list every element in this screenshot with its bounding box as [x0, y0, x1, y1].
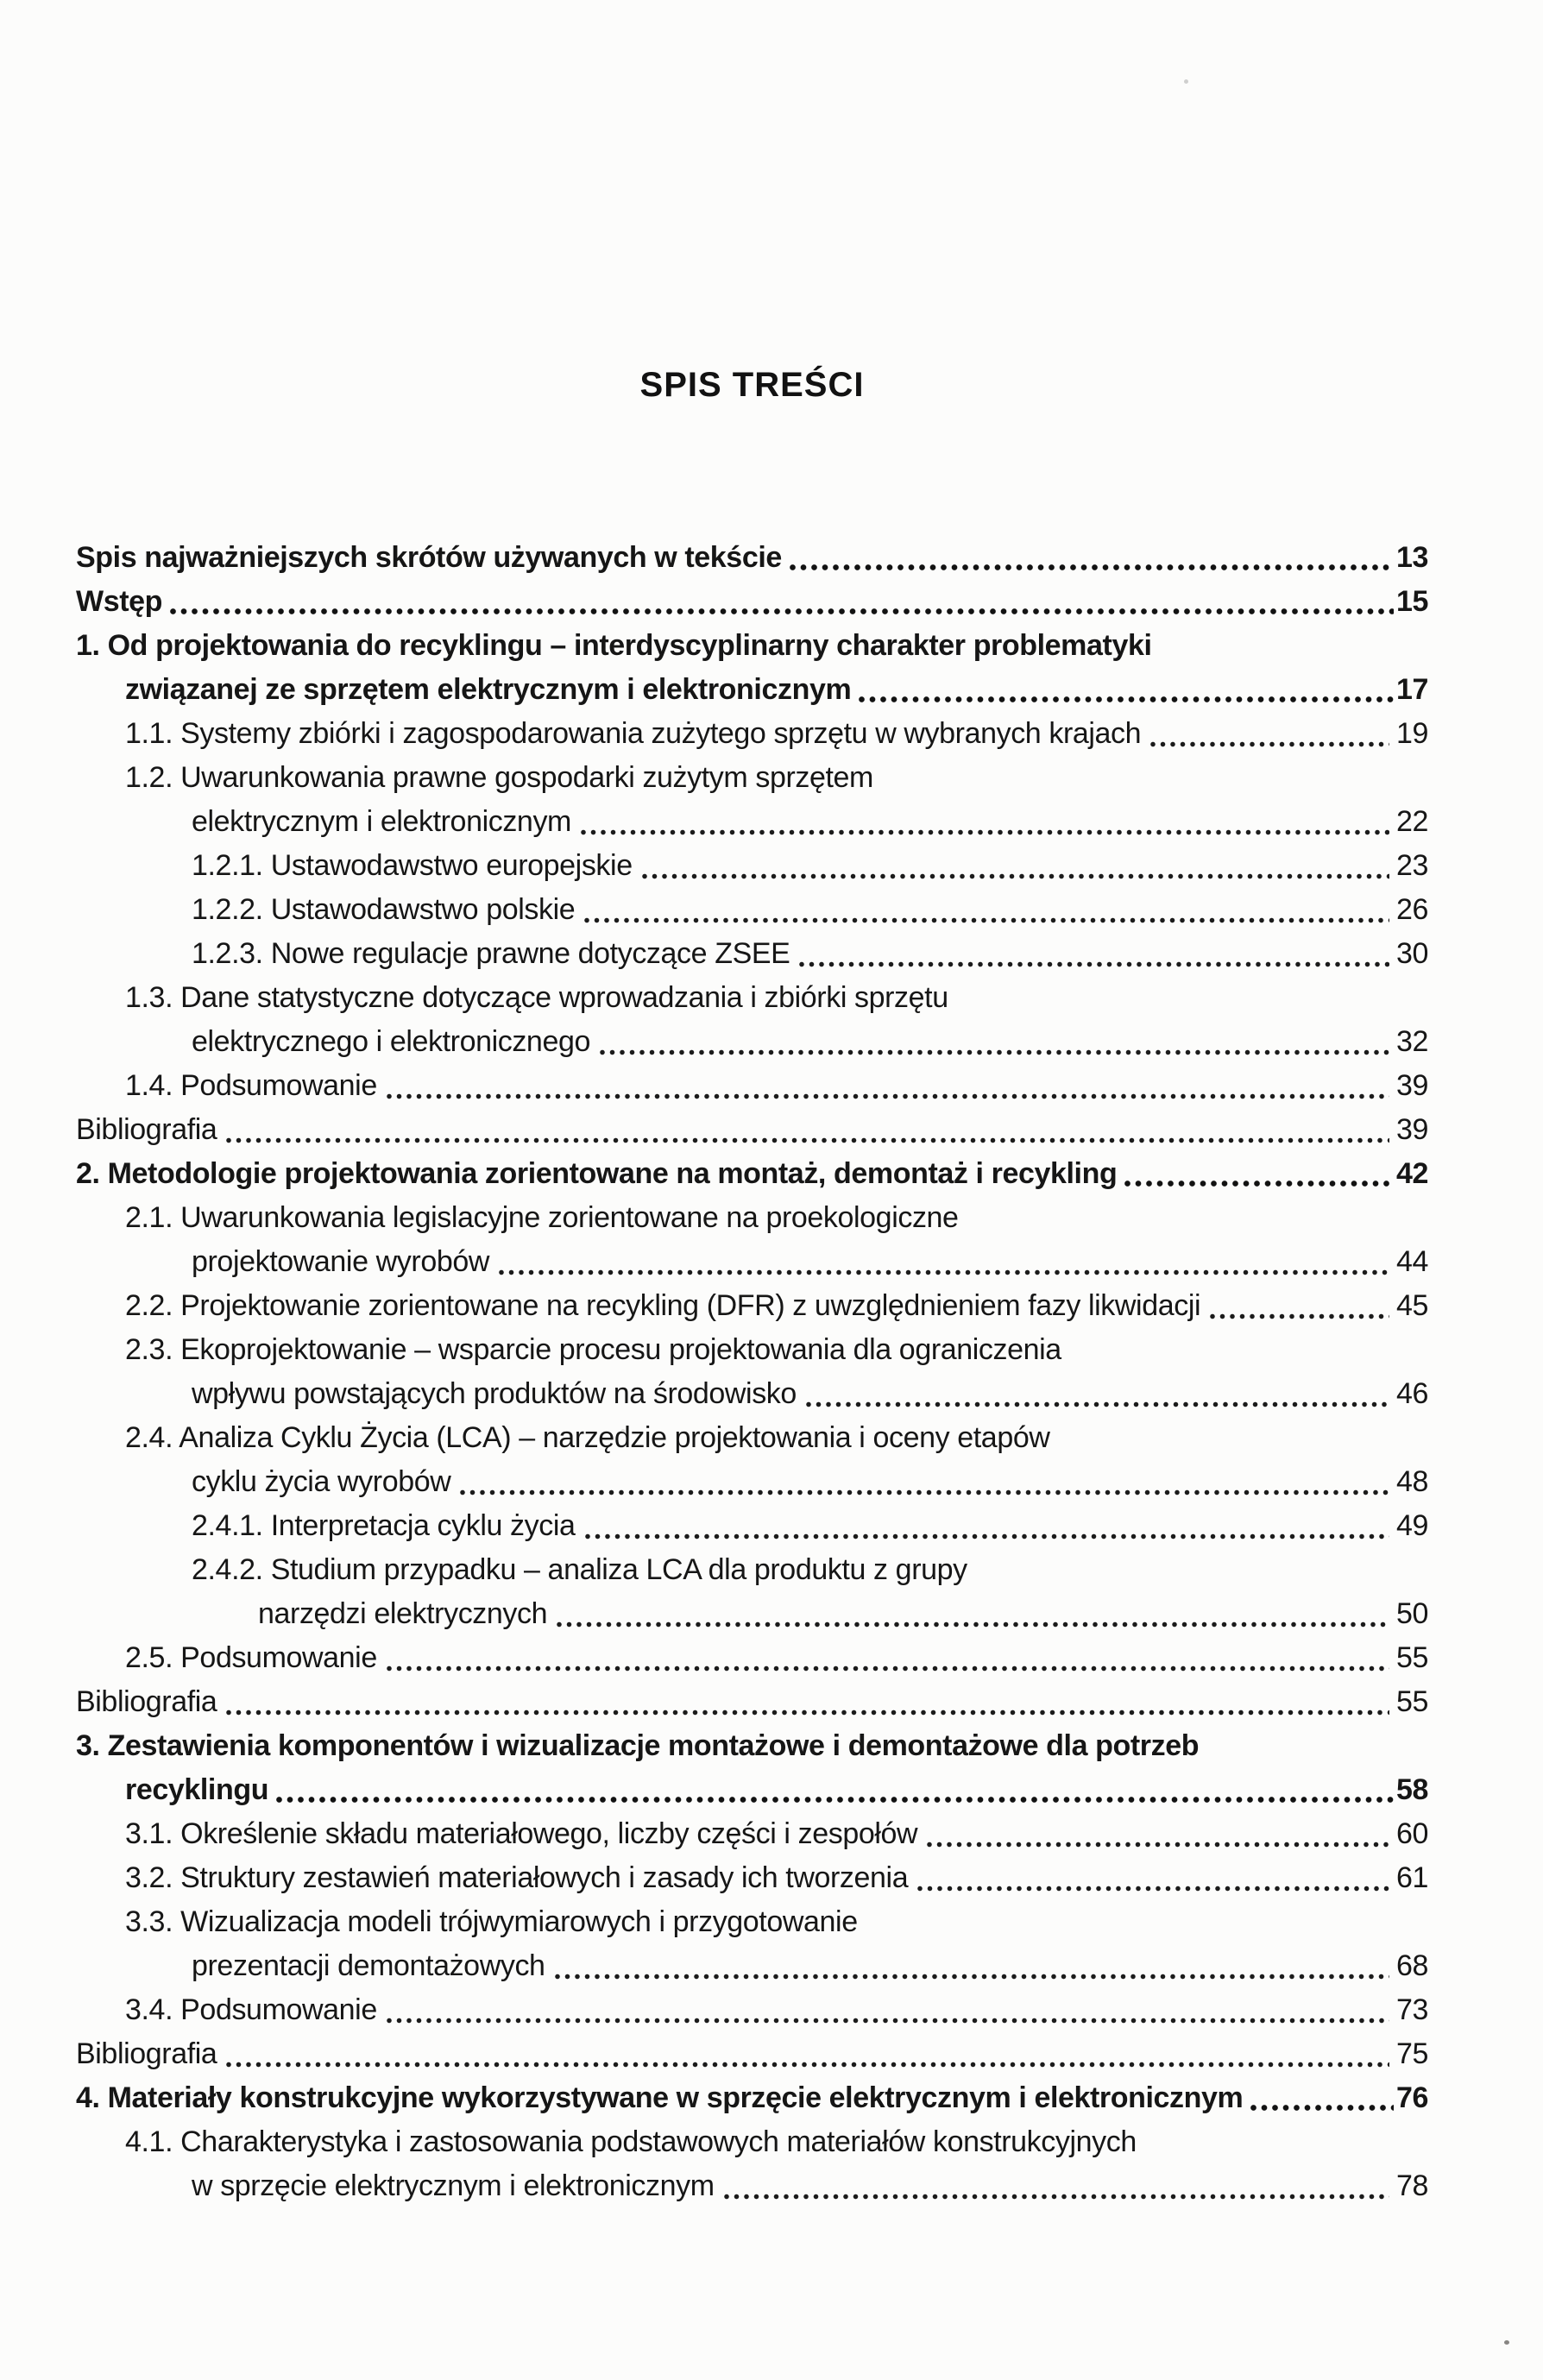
toc-entry-text: 2.1. Uwarunkowania legislacyjne zorientowane na proekologiczne	[125, 1201, 959, 1234]
toc-entry	[76, 2120, 1428, 2208]
leader-dots	[584, 1533, 1389, 1540]
toc-entry-text: elektrycznego i elektronicznego	[192, 1025, 590, 1058]
toc-line	[76, 1152, 1428, 1196]
toc-entry-text: Bibliografia	[76, 1685, 217, 1718]
scan-speckle	[1504, 2340, 1509, 2345]
toc-line	[76, 1020, 1428, 1064]
leader-dots	[1250, 2104, 1394, 2112]
toc-entry-text: narzędzi elektrycznych	[258, 1597, 548, 1630]
toc-line	[76, 1548, 1428, 1592]
leader-dots	[498, 1269, 1389, 1276]
toc-line	[76, 536, 1428, 580]
toc-entry-text: 1.3. Dane statystyczne dotyczące wprowadzania i zbiórki sprzętu	[125, 981, 948, 1014]
toc-entry-text: 3. Zestawienia komponentów i wizualizacje montażowe i demontażowe dla potrzeb	[76, 1729, 1200, 1762]
table-of-contents	[76, 536, 1428, 2208]
toc-entry-text: Spis najważniejszych skrótów używanych w tekście	[76, 541, 782, 574]
toc-entry	[76, 1284, 1428, 1328]
leader-dots	[599, 1048, 1389, 1056]
toc-line	[76, 1768, 1428, 1812]
toc-entry	[76, 756, 1428, 844]
toc-entry	[76, 2076, 1428, 2120]
toc-line	[76, 1900, 1428, 1944]
scan-speckle	[1184, 79, 1188, 84]
toc-entry	[76, 1548, 1428, 1636]
leader-dots	[723, 2193, 1389, 2201]
toc-line	[76, 1284, 1428, 1328]
leader-dots	[275, 1796, 1394, 1804]
toc-entry-text: recyklingu	[125, 1773, 269, 1806]
toc-line	[76, 1636, 1428, 1680]
leader-dots	[225, 2061, 1389, 2068]
toc-line	[76, 1944, 1428, 1988]
toc-entry	[76, 1416, 1428, 1504]
leader-dots	[916, 1885, 1389, 1892]
leader-dots	[1124, 1180, 1394, 1188]
leader-dots	[386, 1665, 1389, 1672]
toc-line	[76, 1328, 1428, 1372]
page-title: SPIS TREŚCI	[639, 366, 865, 404]
page-number: 61	[1395, 1861, 1428, 1894]
toc-line	[76, 1812, 1428, 1856]
toc-entry-text: 1.2.3. Nowe regulacje prawne dotyczące ZSEE	[192, 937, 790, 970]
toc-line	[76, 1240, 1428, 1284]
toc-entry-text: 3.2. Struktury zestawień materiałowych i zasady ich tworzenia	[125, 1861, 909, 1894]
toc-line	[76, 756, 1428, 800]
page-number: 26	[1395, 893, 1428, 926]
page-number: 73	[1395, 1993, 1428, 2026]
page-number: 75	[1395, 2037, 1428, 2070]
toc-entry-text: wpływu powstających produktów na środowisko	[192, 1377, 797, 1410]
toc-entry-text: 2.5. Podsumowanie	[125, 1641, 377, 1674]
leader-dots	[225, 1136, 1389, 1144]
toc-entry	[76, 1064, 1428, 1108]
toc-line	[76, 1680, 1428, 1724]
leader-dots	[805, 1401, 1389, 1408]
toc-entry	[76, 536, 1428, 580]
page-number: 39	[1395, 1069, 1428, 1102]
toc-entry-text: 4.1. Charakterystyka i zastosowania podstawowych materiałów konstrukcyjnych	[125, 2125, 1137, 2158]
toc-line	[76, 844, 1428, 888]
scan-speckle	[621, 1429, 625, 1432]
toc-line	[76, 932, 1428, 976]
toc-entry	[76, 712, 1428, 756]
toc-line	[76, 668, 1428, 712]
toc-line	[76, 1196, 1428, 1240]
toc-entry-text: 1.2.1. Ustawodawstwo europejskie	[192, 849, 633, 882]
toc-entry-text: 1.1. Systemy zbiórki i zagospodarowania zużytego sprzętu w wybranych krajach	[125, 717, 1142, 750]
toc-line	[76, 888, 1428, 932]
page-number: 22	[1395, 805, 1428, 838]
toc-line	[76, 1460, 1428, 1504]
toc-entry-text: cyklu życia wyrobów	[192, 1465, 451, 1498]
toc-line	[76, 580, 1428, 624]
toc-entry	[76, 1328, 1428, 1416]
toc-entry	[76, 844, 1428, 888]
leader-dots	[583, 916, 1389, 924]
toc-entry	[76, 1636, 1428, 1680]
toc-entry-text: 3.4. Podsumowanie	[125, 1993, 377, 2026]
toc-entry-text: Bibliografia	[76, 2037, 217, 2070]
leader-dots	[926, 1841, 1389, 1848]
toc-entry-text: Wstęp	[76, 585, 163, 618]
toc-line	[76, 800, 1428, 844]
toc-entry-text: elektrycznym i elektronicznym	[192, 805, 571, 838]
toc-entry	[76, 888, 1428, 932]
toc-entry	[76, 1856, 1428, 1900]
toc-line	[76, 976, 1428, 1020]
leader-dots	[789, 564, 1394, 572]
toc-entry	[76, 1108, 1428, 1152]
page-number: 55	[1395, 1641, 1428, 1674]
page-number: 68	[1395, 1949, 1428, 1982]
toc-entry	[76, 580, 1428, 624]
page-number: 50	[1395, 1597, 1428, 1630]
page-number: 32	[1395, 1025, 1428, 1058]
toc-entry-text: 3.3. Wizualizacja modeli trójwymiarowych i przygotowanie	[125, 1905, 858, 1938]
toc-line	[76, 2076, 1428, 2120]
toc-entry	[76, 1504, 1428, 1548]
page-number: 15	[1395, 585, 1428, 618]
toc-entry	[76, 1196, 1428, 1284]
toc-entry-text: 3.1. Określenie składu materiałowego, liczby części i zespołów	[125, 1817, 918, 1850]
toc-entry-text: 2. Metodologie projektowania zorientowane na montaż, demontaż i recykling	[76, 1157, 1118, 1190]
toc-line	[76, 2164, 1428, 2208]
page-number: 17	[1395, 673, 1428, 706]
toc-entry-text: 2.4.2. Studium przypadku – analiza LCA dla produktu z grupy	[192, 1553, 967, 1586]
toc-entry	[76, 2032, 1428, 2076]
toc-entry	[76, 624, 1428, 712]
toc-line	[76, 712, 1428, 756]
toc-entry	[76, 1724, 1428, 1812]
toc-entry	[76, 1988, 1428, 2032]
toc-entry-text: 1. Od projektowania do recyklingu – interdyscyplinarny charakter problematyki	[76, 629, 1152, 662]
toc-entry	[76, 932, 1428, 976]
leader-dots	[580, 828, 1389, 836]
toc-entry-text: 2.3. Ekoprojektowanie – wsparcie procesu projektowania dla ograniczenia	[125, 1333, 1061, 1366]
page-number: 48	[1395, 1465, 1428, 1498]
toc-line	[76, 2032, 1428, 2076]
leader-dots	[554, 1973, 1389, 1980]
page-number: 60	[1395, 1817, 1428, 1850]
toc-entry-text: prezentacji demontażowych	[192, 1949, 545, 1982]
toc-line	[76, 1064, 1428, 1108]
leader-dots	[556, 1621, 1389, 1628]
leader-dots	[858, 696, 1394, 704]
page-number: 45	[1395, 1289, 1428, 1322]
toc-line	[76, 1108, 1428, 1152]
toc-entry	[76, 1680, 1428, 1724]
page-number: 55	[1395, 1685, 1428, 1718]
page-number: 49	[1395, 1509, 1428, 1542]
toc-entry-text: 2.4.1. Interpretacja cyklu życia	[192, 1509, 576, 1542]
leader-dots	[1209, 1313, 1389, 1320]
toc-entry-text: 1.4. Podsumowanie	[125, 1069, 377, 1102]
page-number: 39	[1395, 1113, 1428, 1146]
page-number: 42	[1395, 1157, 1428, 1190]
toc-entry-text: 1.2. Uwarunkowania prawne gospodarki zużytym sprzętem	[125, 761, 873, 794]
page-number: 19	[1395, 717, 1428, 750]
leader-dots	[798, 960, 1389, 968]
toc-line	[76, 1504, 1428, 1548]
toc-line	[76, 1724, 1428, 1768]
page-number: 58	[1395, 1773, 1428, 1806]
page-number: 46	[1395, 1377, 1428, 1410]
page-number: 78	[1395, 2169, 1428, 2202]
toc-line	[76, 2120, 1428, 2164]
toc-entry-text: związanej ze sprzętem elektrycznym i elektronicznym	[125, 673, 852, 706]
toc-line	[76, 1372, 1428, 1416]
page-number: 13	[1395, 541, 1428, 574]
leader-dots	[641, 872, 1389, 880]
toc-line	[76, 1988, 1428, 2032]
toc-entry	[76, 976, 1428, 1064]
toc-entry-text: 4. Materiały konstrukcyjne wykorzystywane w sprzęcie elektrycznym i elektronicznym	[76, 2081, 1244, 2114]
toc-line	[76, 1856, 1428, 1900]
page-number: 76	[1395, 2081, 1428, 2114]
page-number: 44	[1395, 1245, 1428, 1278]
leader-dots	[169, 608, 1394, 616]
leader-dots	[459, 1489, 1389, 1496]
leader-dots	[386, 1092, 1389, 1100]
toc-line	[76, 1592, 1428, 1636]
toc-entry-text: 2.4. Analiza Cyklu Życia (LCA) – narzędzie projektowania i oceny etapów	[125, 1421, 1050, 1454]
toc-line	[76, 1416, 1428, 1460]
page-number: 23	[1395, 849, 1428, 882]
toc-entry-text: 1.2.2. Ustawodawstwo polskie	[192, 893, 576, 926]
toc-entry-text: w sprzęcie elektrycznym i elektronicznym	[192, 2169, 715, 2202]
toc-entry-text: 2.2. Projektowanie zorientowane na recykling (DFR) z uwzględnieniem fazy likwidacji	[125, 1289, 1201, 1322]
toc-entry	[76, 1900, 1428, 1988]
toc-entry	[76, 1812, 1428, 1856]
toc-entry	[76, 1152, 1428, 1196]
toc-entry-text: Bibliografia	[76, 1113, 217, 1146]
toc-entry-text: projektowanie wyrobów	[192, 1245, 489, 1278]
leader-dots	[225, 1709, 1389, 1716]
page-number: 30	[1395, 937, 1428, 970]
leader-dots	[1149, 740, 1389, 748]
toc-line	[76, 624, 1428, 668]
leader-dots	[386, 2017, 1389, 2024]
